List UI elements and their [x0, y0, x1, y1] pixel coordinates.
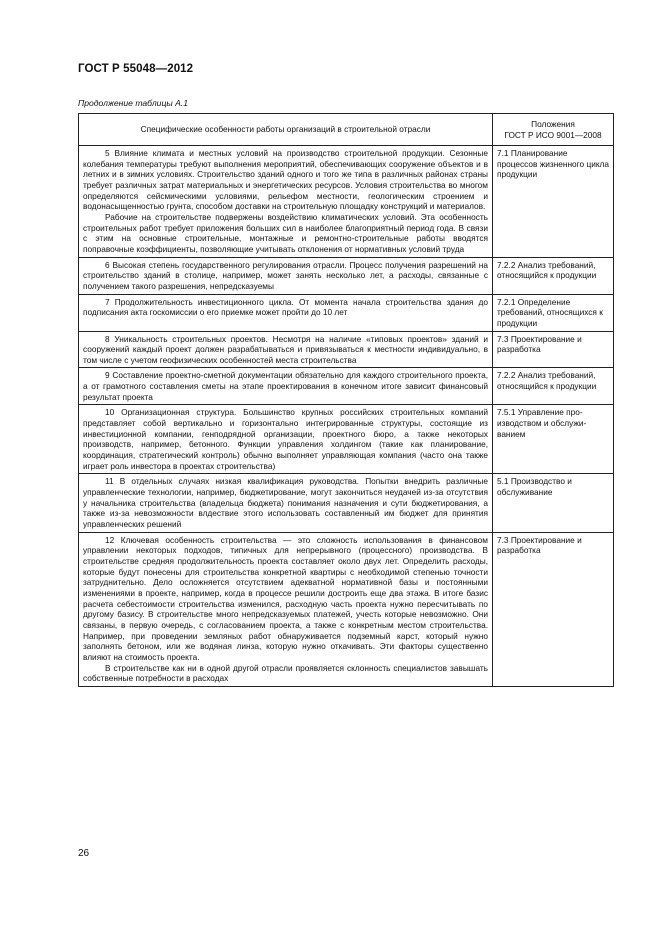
standard-clause-cell: 7.2.2 Анализ требований, относящийся к продукции [493, 257, 614, 294]
specifics-paragraph: 8 Уникальность строительных проектов. Несмотря на наличие «типовых проектов» зданий и сооружений каждый проект должен разрабатываться и привязываться к местности индивидуально, в том числе с учетом геофизических особенностей места строительства [83, 333, 488, 365]
page-number: 26 [78, 848, 90, 859]
specifics-paragraph: 12 Ключевая особенность строительства — это сложность использования в финансовом управлении некоторых подходов, типичных для непрерывного (процессного) производства. В строительстве средняя продолжительность проекта составляет около двух лет. Определить расходы, которые будут понесены для строительства конкретной квартиры с необходимой степенью точности затруднительно. Дело осложняется отсутствием адекватной нормативной базы и постоянными изменениями в проекте, например, когда в процессе решили достроить еще два этажа. В итоге базис расчета себестоимости строительства изменился, расходную часть проекта нужно пересчитывать по другому базису. В строительстве много непредсказуемых платежей, учесть которые невозможно. Они связаны, в первую очередь, с согласованием проекта, а также с конкретным местом строительства. Например, при проведении земляных работ обнаруживается подземный карст, который нужно заполнять бетоном, или же водяная линза, которую нужно откачивать. Эти факторы существенно влияют на стоимость проекта. [83, 534, 488, 662]
standard-clause-cell: 7.2.2 Анализ требований, относящийся к продукции [493, 368, 614, 405]
table-row [79, 257, 614, 294]
document-code: ГОСТ Р 55048—2012 [78, 63, 194, 75]
specifics-cell [79, 257, 493, 294]
specifics-cell [79, 331, 493, 368]
column-header-specifics: Специфические особенности работы организаций в строительной отрасли [79, 114, 493, 146]
specifics-paragraph: Рабочие на строительстве подвержены воздействию климатических условий. Эта особенность строительных работ требует приложения больших сил в наиболее благоприятный период года. В связи с этим на основные строительные, монтажные и ремонтно-строительные работы вводятся поправочные коэффициенты, позволяющие учитывать отклонения от нормативных условий труда [83, 211, 488, 254]
table-header-row [79, 114, 614, 146]
specifics-paragraph: В строительстве как ни в одной другой отрасли проявляется склонность специалистов завышать собственные потребности в расходах [83, 662, 488, 684]
standard-clause-cell: 5.1 Производство и обслуживание [493, 474, 614, 532]
specifics-paragraph: 11 В отдельных случаях низкая квалификация руководства. Попытки внедрить различные управленческие технологии, например, бюджетирование, могут закончиться неудачей из-за отсутствия у начальника строительства (владельца бюджета) понимания назначения и сути бюджетирования, а также из-за невозможности влдествие этого использовать составленный им бюджет для принятия управленческих решений [83, 476, 488, 529]
column-header-clauses [493, 114, 614, 146]
table-continuation-caption: Продолжение таблицы А.1 [78, 98, 188, 108]
table-row [79, 474, 614, 532]
column-header-clauses-line1: Положения [531, 118, 575, 129]
standard-clause-cell: 7.3 Проектирование и разработка [493, 532, 614, 686]
specifics-paragraph: 7 Продолжительность инвестиционного цикла. От момента начала строительства здания до подписания акта госкомиссии о его приемке может пройти до 10 лет [83, 296, 488, 318]
specifics-cell [79, 294, 493, 331]
specifics-paragraph: 9 Составление проектно-сметной документации обязательно для каждого строительного проекта, а от грамотного составления сметы на этапе проектирования в конечном итоге зависит финансовый результат проекта [83, 370, 488, 402]
standard-clause-cell: 7.5.1 Управление производством и обслуживанием [493, 405, 614, 474]
table-row [79, 368, 614, 405]
specifics-paragraph: 5 Влияние климата и местных условий на производство строительной продукции. Сезонные колебания температуры требуют выполнения мероприятий, обеспечивающих сооружение объектов и в летних и в зимних условиях. Строительство зданий одного и того же типа в различных районах страны требует различных затрат материальных и энергетических ресурсов. Условия строительства во многом определяются сейсмическими условиями, рельефом местности, геологическим строением и водонасыщенностью грунта, способом доставки на строительную площадку конструкций и материалов. [83, 148, 488, 212]
standard-clause-cell: 7.3 Проектирование и разработка [493, 331, 614, 368]
specifics-paragraph: 10 Организационная структура. Большинство крупных российских строительных компаний представляет собой вертикально и горизонтально интегрированные структуры, состоящие из инвестиционной компании, генподрядной организации, проектного бюро, а также некоторых производств, например, бетонного. Функции управления холдингом (такие как планирование, координация, стратегический контроль) обычно выполняет управляющая компания (часто она также играет роль инвестора в проектах строительства) [83, 407, 488, 471]
table-row [79, 405, 614, 474]
column-header-clauses-line2: ГОСТ Р ИСО 9001—2008 [504, 129, 602, 140]
specifics-cell [79, 368, 493, 405]
specifics-cell [79, 146, 493, 258]
requirements-table [78, 113, 614, 687]
standard-clause-cell: 7.1 Планирование процессов жизненного цикла продукции [493, 146, 614, 258]
specifics-paragraph: 6 Высокая степень государственного регулирования отрасли. Процесс получения разрешений на строительство зданий в столице, например, может занять несколько лет, а расходы, связанные с получением такого разрешения, непредсказуемы [83, 259, 488, 291]
specifics-cell [79, 532, 493, 686]
table-row [79, 294, 614, 331]
table-row [79, 532, 614, 686]
specifics-cell [79, 474, 493, 532]
table-row [79, 331, 614, 368]
standard-clause-cell: 7.2.1 Определение требований, относящихся к продукции [493, 294, 614, 331]
table-row [79, 146, 614, 258]
specifics-cell [79, 405, 493, 474]
